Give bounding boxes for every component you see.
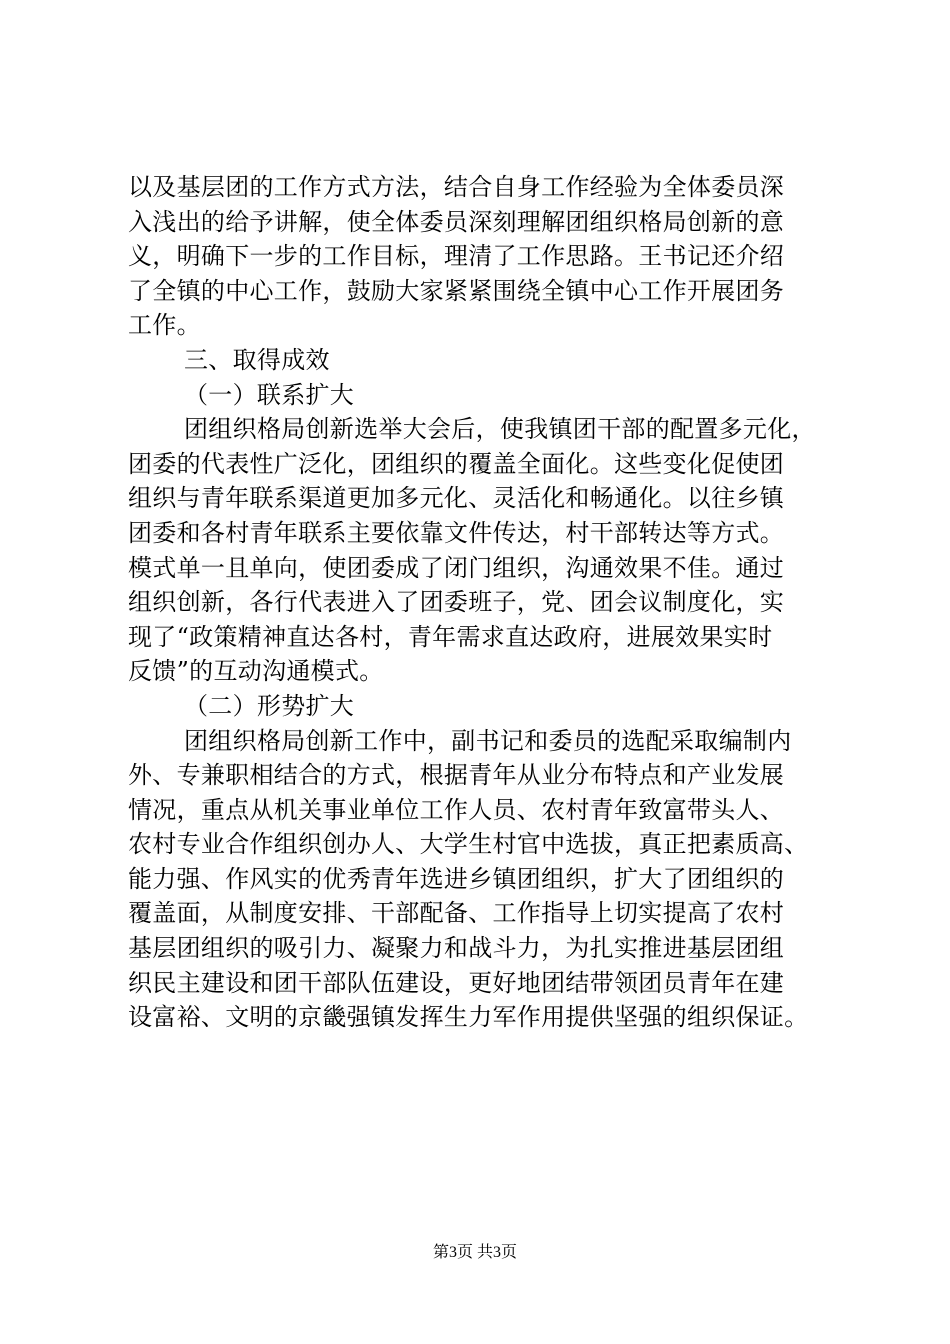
text-line: 组织创新，各行代表进入了团委班子，党、团会议制度化，实 [128, 588, 785, 617]
text-line: 农村专业合作组织创办人、大学生村官中选拔，真正把素质高、 [128, 830, 809, 859]
text-line: 工作。 [128, 311, 201, 340]
text-line: 情况，重点从机关事业单位工作人员、农村青年致富带头人、 [128, 795, 785, 824]
text-line: 反馈”的互动沟通模式。 [128, 657, 384, 686]
subsection-heading: （二）形势扩大 [184, 691, 355, 720]
text-line: 组织与青年联系渠道更加多元化、灵活化和畅通化。以往乡镇 [128, 484, 785, 513]
text-line: 入浅出的给予讲解，使全体委员深刻理解团组织格局创新的意 [128, 207, 785, 236]
text-line: 团委和各村青年联系主要依靠文件传达，村干部转达等方式。 [128, 518, 785, 547]
text-line: 覆盖面，从制度安排、干部配备、工作指导上切实提高了农村 [128, 899, 785, 928]
text-line: 设富裕、文明的京畿强镇发挥生力军作用提供坚强的组织保证。 [128, 1003, 809, 1032]
text-line: 能力强、作风实的优秀青年选进乡镇团组织，扩大了团组织的 [128, 864, 785, 893]
section-heading: 三、取得成效 [184, 345, 330, 374]
page-number-footer: 第3页 共3页 [432, 1244, 517, 1261]
text-line: 织民主建设和团干部队伍建设，更好地团结带领团员青年在建 [128, 968, 785, 997]
paragraph-first-line: 团组织格局创新工作中，副书记和委员的选配采取编制内 [184, 726, 792, 755]
text-line: 基层团组织的吸引力、凝聚力和战斗力，为扎实推进基层团组 [128, 934, 785, 963]
text-line: 外、专兼职相结合的方式，根据青年从业分布特点和产业发展 [128, 761, 785, 790]
text-line: 模式单一且单向，使团委成了闭门组织，沟通效果不佳。通过 [128, 553, 785, 582]
subsection-heading: （一）联系扩大 [184, 380, 355, 409]
text-line: 以及基层团的工作方式方法，结合自身工作经验为全体委员深 [128, 173, 785, 201]
text-line: 现了“政策精神直达各村，青年需求直达政府，进展效果实时 [128, 622, 773, 651]
text-line: 团委的代表性广泛化，团组织的覆盖全面化。这些变化促使团 [128, 449, 785, 478]
text-line: 了全镇的中心工作，鼓励大家紧紧围绕全镇中心工作开展团务 [128, 276, 785, 305]
document-body [128, 170, 838, 1035]
text-line: 义，明确下一步的工作目标，理清了工作思路。王书记还介绍 [128, 242, 785, 271]
paragraph-first-line: 团组织格局创新选举大会后，使我镇团干部的配置多元化， [184, 415, 816, 444]
